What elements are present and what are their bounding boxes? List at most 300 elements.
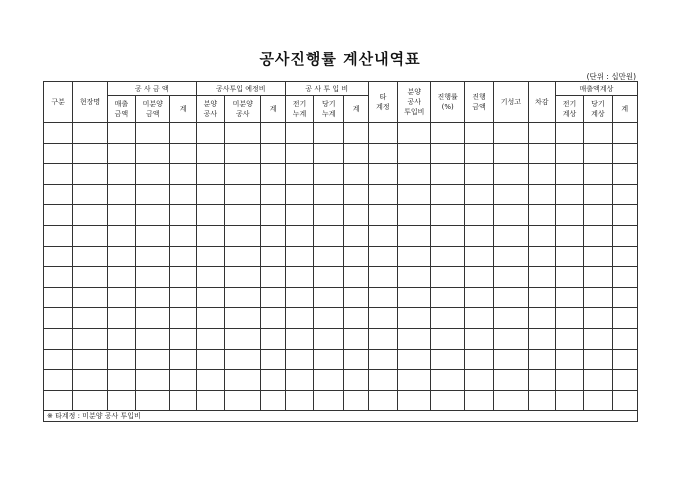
table-cell[interactable] xyxy=(344,225,368,246)
table-cell[interactable] xyxy=(528,349,555,370)
table-cell[interactable] xyxy=(314,143,344,164)
table-cell[interactable] xyxy=(225,164,261,185)
table-cell[interactable] xyxy=(344,267,368,288)
table-cell[interactable] xyxy=(44,246,73,267)
table-cell[interactable] xyxy=(44,225,73,246)
table-cell[interactable] xyxy=(612,308,637,329)
table-cell[interactable] xyxy=(368,390,397,411)
table-cell[interactable] xyxy=(584,184,612,205)
table-cell[interactable] xyxy=(528,246,555,267)
table-cell[interactable] xyxy=(44,267,73,288)
table-cell[interactable] xyxy=(196,164,224,185)
table-cell[interactable] xyxy=(494,246,528,267)
table-cell[interactable] xyxy=(285,349,313,370)
table-cell[interactable] xyxy=(170,390,196,411)
table-cell[interactable] xyxy=(464,205,493,226)
table-cell[interactable] xyxy=(584,164,612,185)
table-cell[interactable] xyxy=(555,370,583,391)
table-cell[interactable] xyxy=(344,370,368,391)
table-cell[interactable] xyxy=(73,143,107,164)
table-cell[interactable] xyxy=(170,143,196,164)
table-cell[interactable] xyxy=(398,349,431,370)
table-cell[interactable] xyxy=(136,370,170,391)
table-cell[interactable] xyxy=(494,328,528,349)
table-cell[interactable] xyxy=(612,205,637,226)
table-cell[interactable] xyxy=(528,123,555,144)
table-cell[interactable] xyxy=(285,267,313,288)
table-cell[interactable] xyxy=(107,349,135,370)
table-cell[interactable] xyxy=(170,123,196,144)
table-row xyxy=(44,390,638,411)
table-cell[interactable] xyxy=(344,308,368,329)
table-cell[interactable] xyxy=(464,123,493,144)
table-cell[interactable] xyxy=(314,328,344,349)
table-cell[interactable] xyxy=(170,370,196,391)
table-cell[interactable] xyxy=(431,328,464,349)
table-cell[interactable] xyxy=(584,390,612,411)
table-cell[interactable] xyxy=(285,287,313,308)
table-cell[interactable] xyxy=(584,349,612,370)
table-cell[interactable] xyxy=(314,287,344,308)
table-cell[interactable] xyxy=(285,143,313,164)
table-cell[interactable] xyxy=(344,164,368,185)
table-cell[interactable] xyxy=(344,349,368,370)
table-cell[interactable] xyxy=(196,308,224,329)
table-cell[interactable] xyxy=(344,287,368,308)
table-cell[interactable] xyxy=(196,143,224,164)
table-cell[interactable] xyxy=(494,205,528,226)
table-cell[interactable] xyxy=(170,308,196,329)
table-cell[interactable] xyxy=(494,225,528,246)
table-cell[interactable] xyxy=(528,143,555,164)
table-cell[interactable] xyxy=(136,349,170,370)
table-cell[interactable] xyxy=(170,349,196,370)
table-cell[interactable] xyxy=(107,225,135,246)
table-cell[interactable] xyxy=(73,123,107,144)
table-cell[interactable] xyxy=(528,267,555,288)
table-cell[interactable] xyxy=(136,287,170,308)
table-cell[interactable] xyxy=(314,184,344,205)
table-cell[interactable] xyxy=(464,267,493,288)
table-cell[interactable] xyxy=(107,184,135,205)
table-cell[interactable] xyxy=(225,370,261,391)
table-cell[interactable] xyxy=(44,123,73,144)
table-cell[interactable] xyxy=(261,164,285,185)
table-cell[interactable] xyxy=(225,205,261,226)
table-cell[interactable] xyxy=(314,225,344,246)
table-cell[interactable] xyxy=(584,287,612,308)
table-cell[interactable] xyxy=(555,205,583,226)
col-amount-total: 계 xyxy=(170,96,196,123)
table-cell[interactable] xyxy=(464,143,493,164)
table-cell[interactable] xyxy=(73,328,107,349)
table-cell[interactable] xyxy=(261,267,285,288)
table-cell[interactable] xyxy=(398,308,431,329)
table-cell[interactable] xyxy=(555,184,583,205)
table-cell[interactable] xyxy=(314,267,344,288)
table-cell[interactable] xyxy=(107,287,135,308)
table-cell[interactable] xyxy=(73,246,107,267)
table-cell[interactable] xyxy=(494,267,528,288)
table-cell[interactable] xyxy=(196,390,224,411)
table-cell[interactable] xyxy=(494,287,528,308)
table-cell[interactable] xyxy=(225,267,261,288)
table-cell[interactable] xyxy=(73,184,107,205)
table-cell[interactable] xyxy=(368,349,397,370)
table-cell[interactable] xyxy=(73,225,107,246)
table-cell[interactable] xyxy=(555,246,583,267)
table-cell[interactable] xyxy=(431,287,464,308)
table-cell[interactable] xyxy=(73,308,107,329)
table-cell[interactable] xyxy=(344,143,368,164)
table-cell[interactable] xyxy=(555,164,583,185)
table-cell[interactable] xyxy=(107,205,135,226)
table-cell[interactable] xyxy=(314,164,344,185)
table-cell[interactable] xyxy=(285,390,313,411)
table-cell[interactable] xyxy=(136,225,170,246)
table-cell[interactable] xyxy=(584,246,612,267)
table-cell[interactable] xyxy=(314,308,344,329)
table-cell[interactable] xyxy=(464,164,493,185)
table-cell[interactable] xyxy=(44,143,73,164)
table-cell[interactable] xyxy=(225,349,261,370)
table-cell[interactable] xyxy=(225,390,261,411)
table-cell[interactable] xyxy=(494,164,528,185)
table-cell[interactable] xyxy=(464,328,493,349)
table-cell[interactable] xyxy=(344,328,368,349)
table-cell[interactable] xyxy=(398,246,431,267)
table-cell[interactable] xyxy=(285,370,313,391)
table-cell[interactable] xyxy=(368,184,397,205)
table-cell[interactable] xyxy=(344,246,368,267)
table-cell[interactable] xyxy=(398,390,431,411)
table-cell[interactable] xyxy=(494,184,528,205)
table-cell[interactable] xyxy=(261,349,285,370)
table-cell[interactable] xyxy=(107,143,135,164)
table-cell[interactable] xyxy=(73,370,107,391)
table-cell[interactable] xyxy=(612,390,637,411)
table-cell[interactable] xyxy=(368,328,397,349)
table-cell[interactable] xyxy=(612,328,637,349)
col-amount-sale: 매출 금액 xyxy=(107,96,135,123)
table-cell[interactable] xyxy=(285,205,313,226)
table-cell[interactable] xyxy=(368,267,397,288)
table-cell[interactable] xyxy=(584,267,612,288)
table-cell[interactable] xyxy=(107,328,135,349)
table-cell[interactable] xyxy=(44,328,73,349)
table-cell[interactable] xyxy=(107,308,135,329)
table-cell[interactable] xyxy=(398,205,431,226)
table-cell[interactable] xyxy=(170,328,196,349)
table-cell[interactable] xyxy=(261,184,285,205)
table-cell[interactable] xyxy=(584,123,612,144)
table-cell[interactable] xyxy=(261,205,285,226)
table-cell[interactable] xyxy=(398,143,431,164)
table-row xyxy=(44,123,638,144)
col-revenue-curr: 당기 계상 xyxy=(584,96,612,123)
table-cell[interactable] xyxy=(431,164,464,185)
table-cell[interactable] xyxy=(368,287,397,308)
table-cell[interactable] xyxy=(261,328,285,349)
table-cell[interactable] xyxy=(196,328,224,349)
table-cell[interactable] xyxy=(170,287,196,308)
table-cell[interactable] xyxy=(285,123,313,144)
table-cell[interactable] xyxy=(73,164,107,185)
table-cell[interactable] xyxy=(398,164,431,185)
table-cell[interactable] xyxy=(170,164,196,185)
table-cell[interactable] xyxy=(261,308,285,329)
table-cell[interactable] xyxy=(528,184,555,205)
table-cell[interactable] xyxy=(584,328,612,349)
table-cell[interactable] xyxy=(44,390,73,411)
table-cell[interactable] xyxy=(261,225,285,246)
table-cell[interactable] xyxy=(368,164,397,185)
table-cell[interactable] xyxy=(44,184,73,205)
table-cell[interactable] xyxy=(136,308,170,329)
table-cell[interactable] xyxy=(464,390,493,411)
table-cell[interactable] xyxy=(314,349,344,370)
table-cell[interactable] xyxy=(261,287,285,308)
table-cell[interactable] xyxy=(612,184,637,205)
table-cell[interactable] xyxy=(285,246,313,267)
table-cell[interactable] xyxy=(225,328,261,349)
col-sale-input: 분양 공사 투입비 xyxy=(398,82,431,123)
col-progress-amount: 진행 금액 xyxy=(464,82,493,123)
table-cell[interactable] xyxy=(555,349,583,370)
table-row xyxy=(44,184,638,205)
table-cell[interactable] xyxy=(368,370,397,391)
table-cell[interactable] xyxy=(528,287,555,308)
table-cell[interactable] xyxy=(398,267,431,288)
table-cell[interactable] xyxy=(107,370,135,391)
table-cell[interactable] xyxy=(314,123,344,144)
table-cell[interactable] xyxy=(285,164,313,185)
col-site-name: 현장명 xyxy=(73,82,107,123)
table-cell[interactable] xyxy=(196,370,224,391)
table-cell[interactable] xyxy=(261,246,285,267)
table-cell[interactable] xyxy=(261,143,285,164)
table-row xyxy=(44,143,638,164)
table-cell[interactable] xyxy=(368,205,397,226)
table-cell[interactable] xyxy=(344,184,368,205)
table-cell[interactable] xyxy=(398,123,431,144)
table-cell[interactable] xyxy=(314,370,344,391)
table-cell[interactable] xyxy=(136,164,170,185)
col-gubun: 구분 xyxy=(44,82,73,123)
table-cell[interactable] xyxy=(431,349,464,370)
col-input-prev: 전기 누계 xyxy=(285,96,313,123)
table-cell[interactable] xyxy=(555,143,583,164)
table-cell[interactable] xyxy=(528,390,555,411)
table-cell[interactable] xyxy=(44,308,73,329)
table-cell[interactable] xyxy=(196,287,224,308)
table-cell[interactable] xyxy=(431,370,464,391)
table-cell[interactable] xyxy=(107,164,135,185)
table-cell[interactable] xyxy=(555,390,583,411)
table-cell[interactable] xyxy=(196,225,224,246)
table-cell[interactable] xyxy=(225,123,261,144)
col-group-planned-input: 공사투입 예정비 xyxy=(196,82,285,96)
table-cell[interactable] xyxy=(431,205,464,226)
table-cell[interactable] xyxy=(368,308,397,329)
table-cell[interactable] xyxy=(225,184,261,205)
table-cell[interactable] xyxy=(528,308,555,329)
table-cell[interactable] xyxy=(225,225,261,246)
table-cell[interactable] xyxy=(225,246,261,267)
table-cell[interactable] xyxy=(464,246,493,267)
table-cell[interactable] xyxy=(136,390,170,411)
table-cell[interactable] xyxy=(261,123,285,144)
table-cell[interactable] xyxy=(398,328,431,349)
table-cell[interactable] xyxy=(225,143,261,164)
table-cell[interactable] xyxy=(612,225,637,246)
table-cell[interactable] xyxy=(431,267,464,288)
table-cell[interactable] xyxy=(555,287,583,308)
table-cell[interactable] xyxy=(612,123,637,144)
table-cell[interactable] xyxy=(136,184,170,205)
table-cell[interactable] xyxy=(584,143,612,164)
table-cell[interactable] xyxy=(314,390,344,411)
table-cell[interactable] xyxy=(612,267,637,288)
table-cell[interactable] xyxy=(44,287,73,308)
table-cell[interactable] xyxy=(285,225,313,246)
table-cell[interactable] xyxy=(612,246,637,267)
table-cell[interactable] xyxy=(494,143,528,164)
table-cell[interactable] xyxy=(368,246,397,267)
table-cell[interactable] xyxy=(464,308,493,329)
table-cell[interactable] xyxy=(584,205,612,226)
table-cell[interactable] xyxy=(73,267,107,288)
table-cell[interactable] xyxy=(431,246,464,267)
table-cell[interactable] xyxy=(196,267,224,288)
table-cell[interactable] xyxy=(431,308,464,329)
table-cell[interactable] xyxy=(170,225,196,246)
table-cell[interactable] xyxy=(344,205,368,226)
table-cell[interactable] xyxy=(44,349,73,370)
table-cell[interactable] xyxy=(464,184,493,205)
table-cell[interactable] xyxy=(225,308,261,329)
col-revenue-total: 계 xyxy=(612,96,637,123)
table-cell[interactable] xyxy=(398,370,431,391)
table-cell[interactable] xyxy=(555,123,583,144)
table-cell[interactable] xyxy=(528,205,555,226)
table-cell[interactable] xyxy=(612,143,637,164)
table-cell[interactable] xyxy=(555,308,583,329)
table-cell[interactable] xyxy=(528,225,555,246)
table-cell[interactable] xyxy=(107,123,135,144)
page-title: 공사진행률 계산내역표 xyxy=(259,50,421,68)
table-cell[interactable] xyxy=(464,225,493,246)
table-cell[interactable] xyxy=(494,123,528,144)
table-cell[interactable] xyxy=(314,246,344,267)
table-cell[interactable] xyxy=(314,205,344,226)
table-cell[interactable] xyxy=(528,164,555,185)
table-cell[interactable] xyxy=(368,143,397,164)
table-cell[interactable] xyxy=(555,328,583,349)
table-cell[interactable] xyxy=(107,390,135,411)
table-cell[interactable] xyxy=(431,390,464,411)
table-cell[interactable] xyxy=(344,390,368,411)
table-cell[interactable] xyxy=(368,225,397,246)
table-cell[interactable] xyxy=(494,308,528,329)
table-cell[interactable] xyxy=(555,225,583,246)
table-cell[interactable] xyxy=(196,246,224,267)
table-cell[interactable] xyxy=(584,225,612,246)
table-cell[interactable] xyxy=(285,328,313,349)
table-cell[interactable] xyxy=(261,390,285,411)
table-cell[interactable] xyxy=(368,123,397,144)
table-cell[interactable] xyxy=(170,184,196,205)
table-cell[interactable] xyxy=(170,246,196,267)
table-cell[interactable] xyxy=(464,370,493,391)
table-cell[interactable] xyxy=(398,225,431,246)
table-cell[interactable] xyxy=(170,205,196,226)
table-cell[interactable] xyxy=(584,308,612,329)
table-cell[interactable] xyxy=(431,184,464,205)
table-cell[interactable] xyxy=(136,123,170,144)
table-cell[interactable] xyxy=(555,267,583,288)
table-cell[interactable] xyxy=(73,390,107,411)
table-cell[interactable] xyxy=(285,184,313,205)
table-cell[interactable] xyxy=(612,164,637,185)
table-cell[interactable] xyxy=(196,123,224,144)
col-input-curr: 당기 누계 xyxy=(314,96,344,123)
table-cell[interactable] xyxy=(584,370,612,391)
table-cell[interactable] xyxy=(170,267,196,288)
table-cell[interactable] xyxy=(261,370,285,391)
table-cell[interactable] xyxy=(136,246,170,267)
table-cell[interactable] xyxy=(464,287,493,308)
table-cell[interactable] xyxy=(107,267,135,288)
table-cell[interactable] xyxy=(398,184,431,205)
table-cell[interactable] xyxy=(44,205,73,226)
table-cell[interactable] xyxy=(44,164,73,185)
table-cell[interactable] xyxy=(612,370,637,391)
table-cell[interactable] xyxy=(285,308,313,329)
table-row xyxy=(44,308,638,329)
table-cell[interactable] xyxy=(464,349,493,370)
table-cell[interactable] xyxy=(528,370,555,391)
table-cell[interactable] xyxy=(431,225,464,246)
table-cell[interactable] xyxy=(136,267,170,288)
table-cell[interactable] xyxy=(196,349,224,370)
table-cell[interactable] xyxy=(136,143,170,164)
col-group-construction-input: 공 사 투 입 비 xyxy=(285,82,368,96)
table-cell[interactable] xyxy=(344,123,368,144)
table-cell[interactable] xyxy=(136,205,170,226)
table-cell[interactable] xyxy=(196,205,224,226)
table-cell[interactable] xyxy=(73,349,107,370)
table-cell[interactable] xyxy=(528,328,555,349)
table-cell[interactable] xyxy=(431,143,464,164)
table-cell[interactable] xyxy=(107,246,135,267)
table-cell[interactable] xyxy=(612,349,637,370)
table-cell[interactable] xyxy=(398,287,431,308)
table-cell[interactable] xyxy=(431,123,464,144)
table-cell[interactable] xyxy=(612,287,637,308)
col-amount-unsold: 미분양 금액 xyxy=(136,96,170,123)
table-cell[interactable] xyxy=(494,349,528,370)
table-row xyxy=(44,370,638,391)
table-cell[interactable] xyxy=(494,390,528,411)
table-cell[interactable] xyxy=(494,370,528,391)
table-cell[interactable] xyxy=(196,184,224,205)
table-cell[interactable] xyxy=(73,287,107,308)
table-cell[interactable] xyxy=(73,205,107,226)
table-cell[interactable] xyxy=(136,328,170,349)
table-cell[interactable] xyxy=(44,370,73,391)
table-cell[interactable] xyxy=(225,287,261,308)
